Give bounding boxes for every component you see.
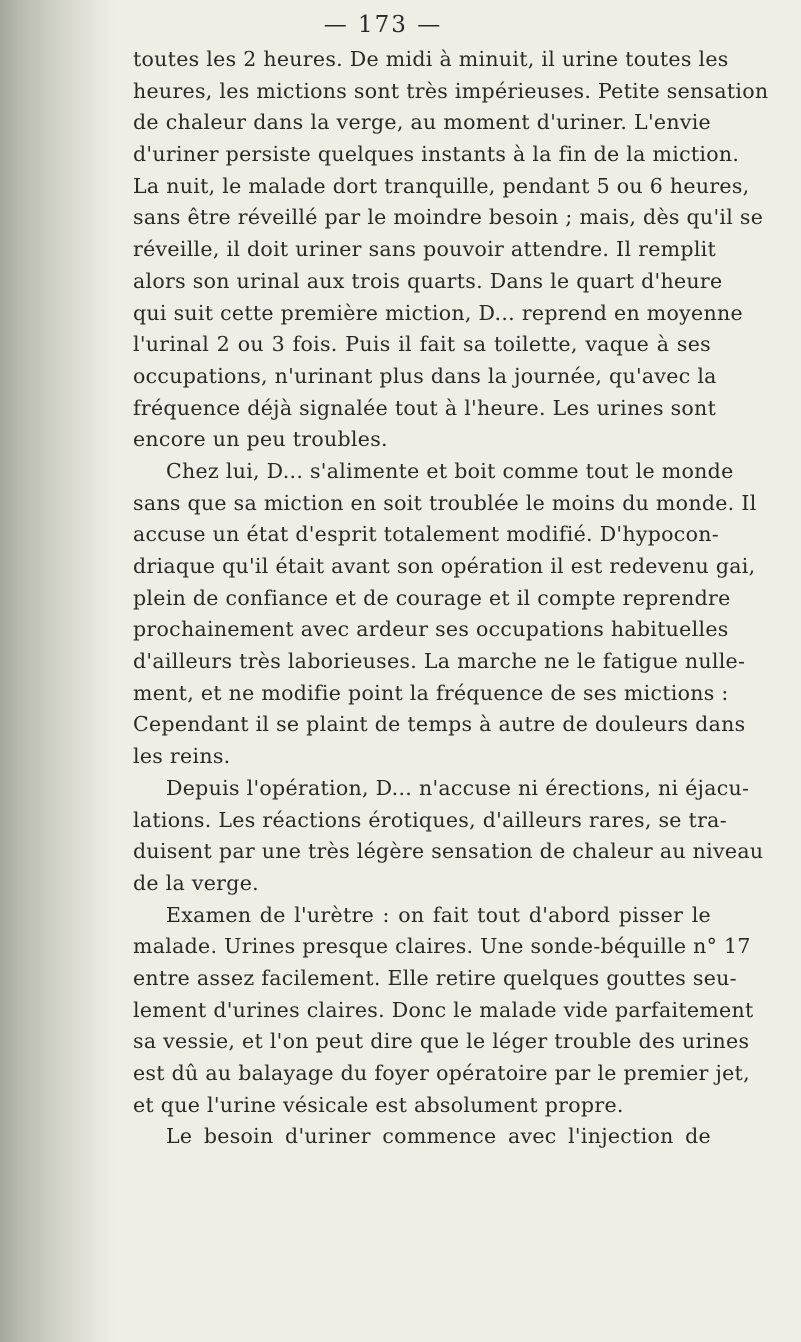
text-line: entre assez facilement. Elle retire quelques gouttes seu- xyxy=(133,965,737,990)
text-line: est dû au balayage du foyer opératoire par le premier jet, xyxy=(133,1061,750,1085)
text-line: heures, les mictions sont très impérieuses. Petite sensation xyxy=(133,78,769,103)
text-line: sans être réveillé par le moindre besoin ; mais, dès qu'il se xyxy=(133,205,764,230)
text-line: de chaleur dans la verge, au moment d'uriner. L'envie xyxy=(133,110,711,135)
text-line: les reins. xyxy=(133,744,231,769)
text-line: Cependant il se plaint de temps à autre de douleurs dans xyxy=(133,712,746,737)
text-line: lement d'urines claires. Donc le malade vide parfaitement xyxy=(133,997,754,1022)
text-line: alors son urinal aux trois quarts. Dans le quart d'heure xyxy=(133,268,723,293)
text-line: qui suit cette première miction, D... reprend en moyenne xyxy=(133,300,743,325)
text-line: encore un peu troubles. xyxy=(133,427,388,452)
text-line: l'urinal 2 ou 3 fois. Puis il fait sa toilette, vaque à ses xyxy=(133,332,711,357)
text-line: driaque qu'il était avant son opération il est redevenu gai, xyxy=(133,554,756,578)
text-line: d'uriner persiste quelques instants à la fin de la miction. xyxy=(133,142,740,167)
text-line: fréquence déjà signalée tout à l'heure. Les urines sont xyxy=(133,395,717,420)
text-line: prochainement avec ardeur ses occupations habituelles xyxy=(133,617,729,642)
text-line: toutes les 2 heures. De midi à minuit, il urine toutes les xyxy=(133,47,729,71)
text-line: Examen de l'urètre : on fait tout d'abord pisser le xyxy=(166,902,711,927)
page-gutter-shadow xyxy=(0,0,115,1342)
text-line: plein de confiance et de courage et il compte reprendre xyxy=(133,585,731,610)
text-line: de la verge. xyxy=(133,870,259,895)
text-line: malade. Urines presque claires. Une sonde-béquille n° 17 xyxy=(133,934,751,959)
text-line: Le besoin d'uriner commence avec l'injection de xyxy=(166,1124,711,1149)
text-line: accuse un état d'esprit totalement modifié. D'hypocon- xyxy=(133,522,719,547)
text-line: sa vessie, et l'on peut dire que le léger trouble des urines xyxy=(133,1029,750,1054)
page-number: — 173 — xyxy=(323,12,443,38)
text-line: Chez lui, D... s'alimente et boit comme tout le monde xyxy=(166,458,734,483)
text-line: occupations, n'urinant plus dans la journée, qu'avec la xyxy=(133,363,717,388)
text-line: duisent par une très légère sensation de chaleur au niveau xyxy=(133,839,764,864)
text-line: lations. Les réactions érotiques, d'ailleurs rares, se tra- xyxy=(133,807,727,832)
text-line: réveille, il doit uriner sans pouvoir attendre. Il remplit xyxy=(133,237,717,262)
text-line: sans que sa miction en soit troublée le moins du monde. Il xyxy=(133,490,757,515)
text-line: et que l'urine vésicale est absolument propre. xyxy=(133,1092,624,1117)
text-line: d'ailleurs très laborieuses. La marche ne le fatigue nulle- xyxy=(133,649,746,674)
body-text xyxy=(133,44,769,1153)
text-line: La nuit, le malade dort tranquille, pendant 5 ou 6 heures, xyxy=(133,173,750,198)
text-line: ment, et ne modifie point la fréquence de ses mictions : xyxy=(133,680,729,705)
text-line: Depuis l'opération, D... n'accuse ni érections, ni éjacu- xyxy=(166,775,750,800)
